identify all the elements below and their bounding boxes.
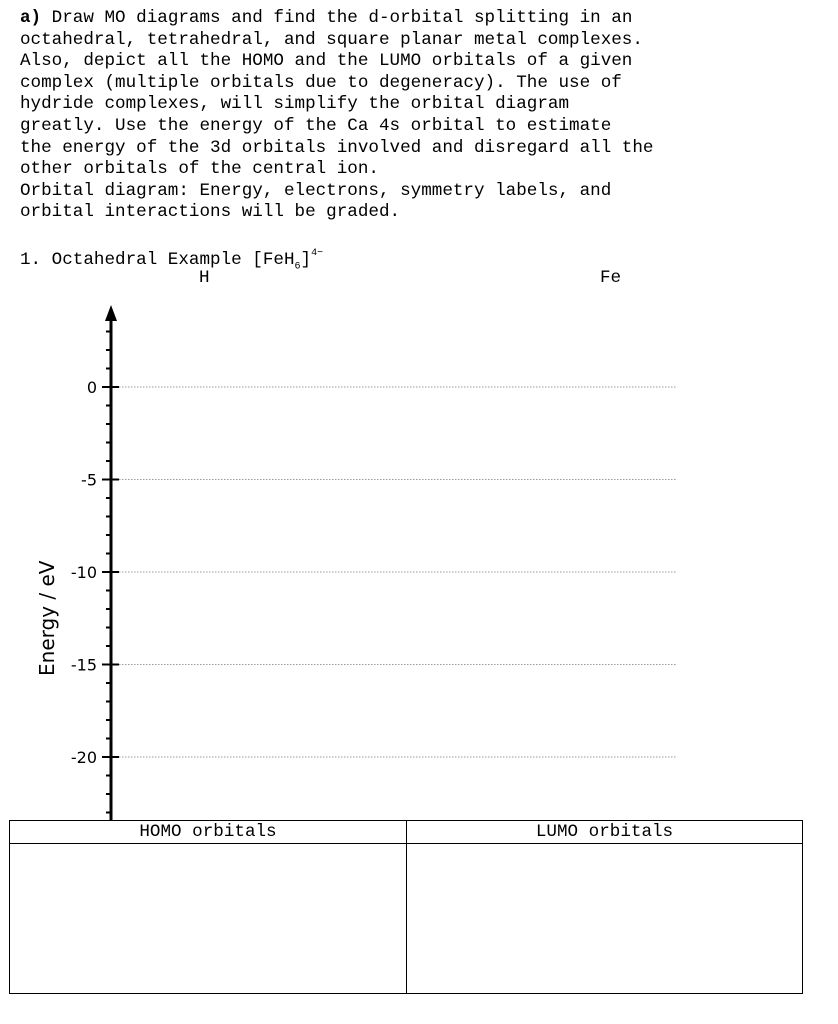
question-1-suffix: ] <box>300 249 312 270</box>
axis-arrowhead <box>105 305 117 321</box>
question-1-charge: 4− <box>311 248 324 259</box>
tick-labels <box>71 378 97 767</box>
lumo-answer-cell[interactable] <box>407 844 802 993</box>
intro-text: Draw MO diagrams and find the d-orbital splitting in an octahedral, tetrahedral, and square planar metal complexes. Also, depict all the HOMO and the LUMO orbitals of a given complex (multiple orbitals due to degeneracy). The use of hydride complexes, will simplify the orbital diagram greatly. Use the energy of the Ca 4s orbital to estimate the energy of the 3d orbitals involved and disregard all the other orbitals of the central ion. Orbital diagram: Energy, electrons, symmetry labels, and orbital interactions will be graded. <box>20 8 654 223</box>
tick-label: -20 <box>70 748 97 767</box>
column-header-fe: Fe <box>600 268 622 288</box>
question-intro <box>20 8 820 224</box>
lumo-header: LUMO orbitals <box>535 822 674 842</box>
question-1-title <box>20 245 323 278</box>
y-axis-label: Energy / eV <box>35 560 59 676</box>
tick-label: -5 <box>81 470 97 490</box>
homo-answer-cell[interactable] <box>10 844 406 993</box>
tick-label: -15 <box>70 655 97 675</box>
energy-diagram <box>0 290 838 820</box>
homo-lumo-table <box>9 820 803 994</box>
column-header-h: H <box>199 268 210 288</box>
homo-header: HOMO orbitals <box>139 822 277 842</box>
tick-label: 0 <box>86 378 97 397</box>
part-label: a) <box>20 8 42 28</box>
question-1-subscript: 6 <box>294 261 301 273</box>
grid-lines <box>119 387 677 757</box>
question-1-prefix: 1. Octahedral Example [FeH <box>20 249 295 270</box>
tick-label: -10 <box>70 563 97 582</box>
